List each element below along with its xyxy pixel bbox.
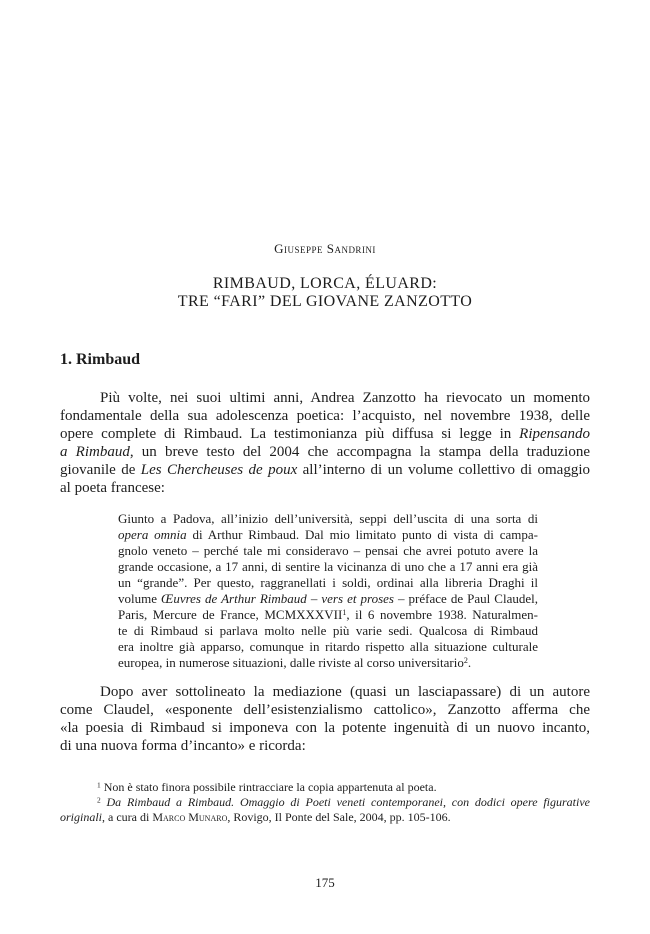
- quote-line: [118, 591, 538, 607]
- quote-line: [118, 655, 538, 671]
- text-segment: opere complete di Rimbaud. La testimonianza più diffusa si legge in: [60, 426, 520, 442]
- footnote-2-continuation: [60, 810, 590, 825]
- quote-line: era inoltre già apparso, comunque in ritardo rispetto alla situazione culturale: [118, 639, 538, 654]
- italic-term: opera omnia: [118, 527, 187, 542]
- text-segment: , a cura di: [102, 810, 153, 824]
- italic-title: Da Rimbaud a Rimbaud. Omaggio di Poeti veneti contemporanei, con dodici opere figurative: [106, 795, 590, 809]
- author-name: Giuseppe Sandrini: [274, 241, 376, 256]
- text-segment: .: [467, 655, 472, 670]
- footnote-2: [60, 795, 590, 810]
- text-segment: giovanile de: [60, 462, 141, 478]
- footnote-text: Non è stato finora possibile rintracciare la copia appartenuta al poeta.: [103, 780, 437, 794]
- text-segment: – préface de Paul Claudel,: [393, 591, 538, 606]
- page-number: 175: [315, 875, 335, 890]
- chapter-title-line: RIMBAUD, LORCA, ÉLUARD:: [212, 275, 438, 292]
- quote-line: [118, 527, 538, 543]
- chapter-title-line: TRE “FARI” DEL GIOVANE ZANZOTTO: [177, 293, 473, 310]
- chapter-title: [0, 275, 650, 311]
- footnote-reference: 2: [463, 655, 468, 665]
- italic-title: originali: [60, 810, 103, 824]
- footnote-marker: 1: [97, 780, 101, 790]
- section-heading: 1. Rimbaud: [60, 351, 141, 368]
- footnote-1: [60, 780, 590, 795]
- italic-title: Les Chercheuses de poux: [140, 462, 298, 478]
- footnote-marker: 2: [97, 795, 101, 805]
- paragraph-line: Più volte, nei suoi ultimi anni, Andrea Zanzotto ha rievocato un momento: [100, 390, 590, 406]
- quote-line: un “grande”. Per questo, raggranellati i soldi, ordinai alla libreria Draghi il: [118, 575, 538, 590]
- text-segment: volume: [118, 591, 162, 606]
- paragraph-line: [60, 443, 590, 461]
- text-segment: Paris, Mercure de France, MCMXXXVII: [118, 607, 343, 622]
- editor-name: Marco Munaro: [152, 810, 228, 824]
- text-segment: , il 6 novembre 1938. Naturalmen-: [346, 607, 538, 622]
- text-segment: all’interno di un volume collettivo di omaggio: [297, 462, 590, 478]
- block-quote: [118, 511, 538, 671]
- text-segment: europea, in numerose situazioni, dalle riviste al corso universitario: [118, 655, 464, 670]
- paragraph-line: «la poesia di Rimbaud si imponeva con la potente ingenuità di un nuovo incanto,: [60, 720, 590, 736]
- italic-title: a Rimbaud: [60, 444, 130, 460]
- paragraph-1: [60, 389, 590, 497]
- quote-line: grande occasione, a 17 anni, di sentire la vicinanza di uno che a 17 anni era già: [118, 559, 538, 574]
- quote-line: gnolo veneto – perché tale mi consideravo – pensai che avrei potuto avere la: [118, 543, 538, 558]
- paragraph-line: [60, 461, 590, 479]
- italic-title: Ripensando: [519, 426, 590, 442]
- paragraph-line: di una nuova forma d’incanto» e ricorda:: [60, 738, 306, 754]
- paragraph-line: [60, 425, 590, 443]
- text-segment: di Arthur Rimbaud. Dal mio limitato punto di vista di campa-: [186, 527, 538, 542]
- quote-line: te di Rimbaud si parlava molto nelle più varie sedi. Qualcosa di Rimbaud: [118, 623, 538, 638]
- text-segment: , Rovigo, Il Ponte del Sale, 2004, pp. 105-106.: [227, 810, 451, 824]
- italic-title: Œuvres de Arthur Rimbaud – vers et proses: [161, 591, 394, 606]
- paragraph-line: al poeta francese:: [60, 480, 165, 496]
- quote-line: [118, 607, 538, 623]
- text-segment: , un breve testo del 2004 che accompagna la stampa della traduzione: [129, 444, 590, 460]
- footnote-reference: 1: [342, 607, 347, 617]
- paragraph-line: fondamentale della sua adolescenza poetica: l’acquisto, nel novembre 1938, delle: [60, 408, 590, 424]
- paragraph-2: [60, 683, 590, 755]
- paragraph-line: Dopo aver sottolineato la mediazione (quasi un lasciapassare) di un autore: [100, 684, 590, 700]
- quote-line: Giunto a Padova, all’inizio dell’università, seppi dell’uscita di una sorta di: [118, 511, 538, 526]
- footnotes: [60, 780, 590, 825]
- paragraph-line: come Claudel, «esponente dell’esistenzialismo cattolico», Zanzotto afferma che: [60, 702, 590, 718]
